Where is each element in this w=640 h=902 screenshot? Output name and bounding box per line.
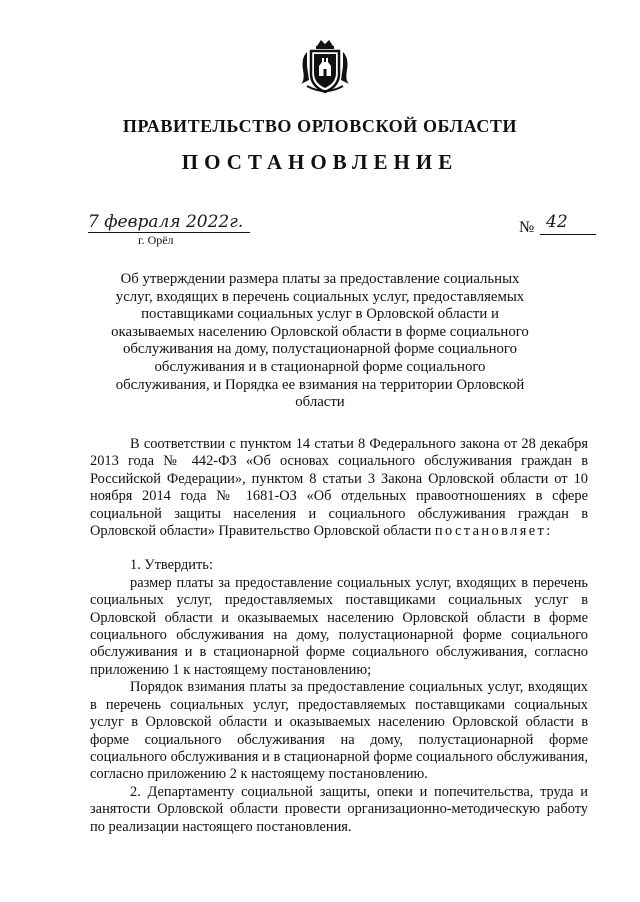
item2-paragraph: 2. Департаменту социальной защиты, опеки и попечительства, труда и занятости Орловской области провести организационно-методическую работу по реализации настоящего постановления. [90, 783, 588, 835]
document-type-heading: ПОСТАНОВЛЕНИЕ [181, 150, 459, 174]
city-label: г. Орёл [138, 233, 174, 247]
orel-oblast-coat-of-arms-icon [297, 36, 353, 96]
organization-title: ПРАВИТЕЛЬСТВО ОРЛОВСКОЙ ОБЛАСТИ [122, 116, 518, 136]
preamble-action: постановляет: [434, 523, 553, 540]
handwritten-number: 42 [546, 212, 568, 232]
preamble-text: В соответствии с пунктом 14 статьи 8 Федерального закона от 28 декабря 2013 года № 442-ФЗ «Об основах социального обслуживания граждан в Российской Федерации», пунктом 8 статьи 3 Закона Орловской области от 10 ноября 2014 года № 1681-ОЗ «Об отдельных правоотношениях в сфере социальной защиты населения и социального обслуживания граждан в Орловской области» Правительство Орловской области [90, 436, 588, 540]
item1-heading: 1. Утвердить: [130, 557, 213, 574]
handwritten-date: 7 февраля 2022г. [88, 212, 244, 232]
document-subject: Об утверждении размера платы за предоставление социальных услуг, входящих в перечень социальных услуг, предоставляемых поставщиками социальных услуг в Орловской области и оказываемых населению Орловской области в форме социального обслуживания на дому, полустационарной форме социального обслуживания и в стационарной форме социального обслуживания, и Порядка ее взимания на территории Орловской области [111, 271, 529, 411]
number-underline [540, 234, 596, 235]
item1-paragraph-a: размер платы за предоставление социальных услуг, входящих в перечень социальных услуг, предоставляемых поставщиками социальных услуг в Орловской области и оказываемых населению Орловской области в форме социального обслуживания на дому, полустационарной форме социального обслуживания и в стационарной форме социального обслуживания, согласно приложению 1 к настоящему постановлению; [90, 574, 588, 678]
document-body [90, 436, 588, 836]
preamble-paragraph [90, 436, 588, 540]
item1-paragraph-b: Порядок взимания платы за предоставление социальных услуг, входящих в перечень социальных услуг, предоставляемых поставщиками социальных услуг в Орловской области и оказываемых населению Орловской области в форме социального обслуживания на дому, полустационарной форме социального обслуживания и в стационарной форме социального обслуживания, согласно приложению 2 к настоящему постановлению. [90, 679, 588, 783]
number-label: № [519, 219, 535, 236]
